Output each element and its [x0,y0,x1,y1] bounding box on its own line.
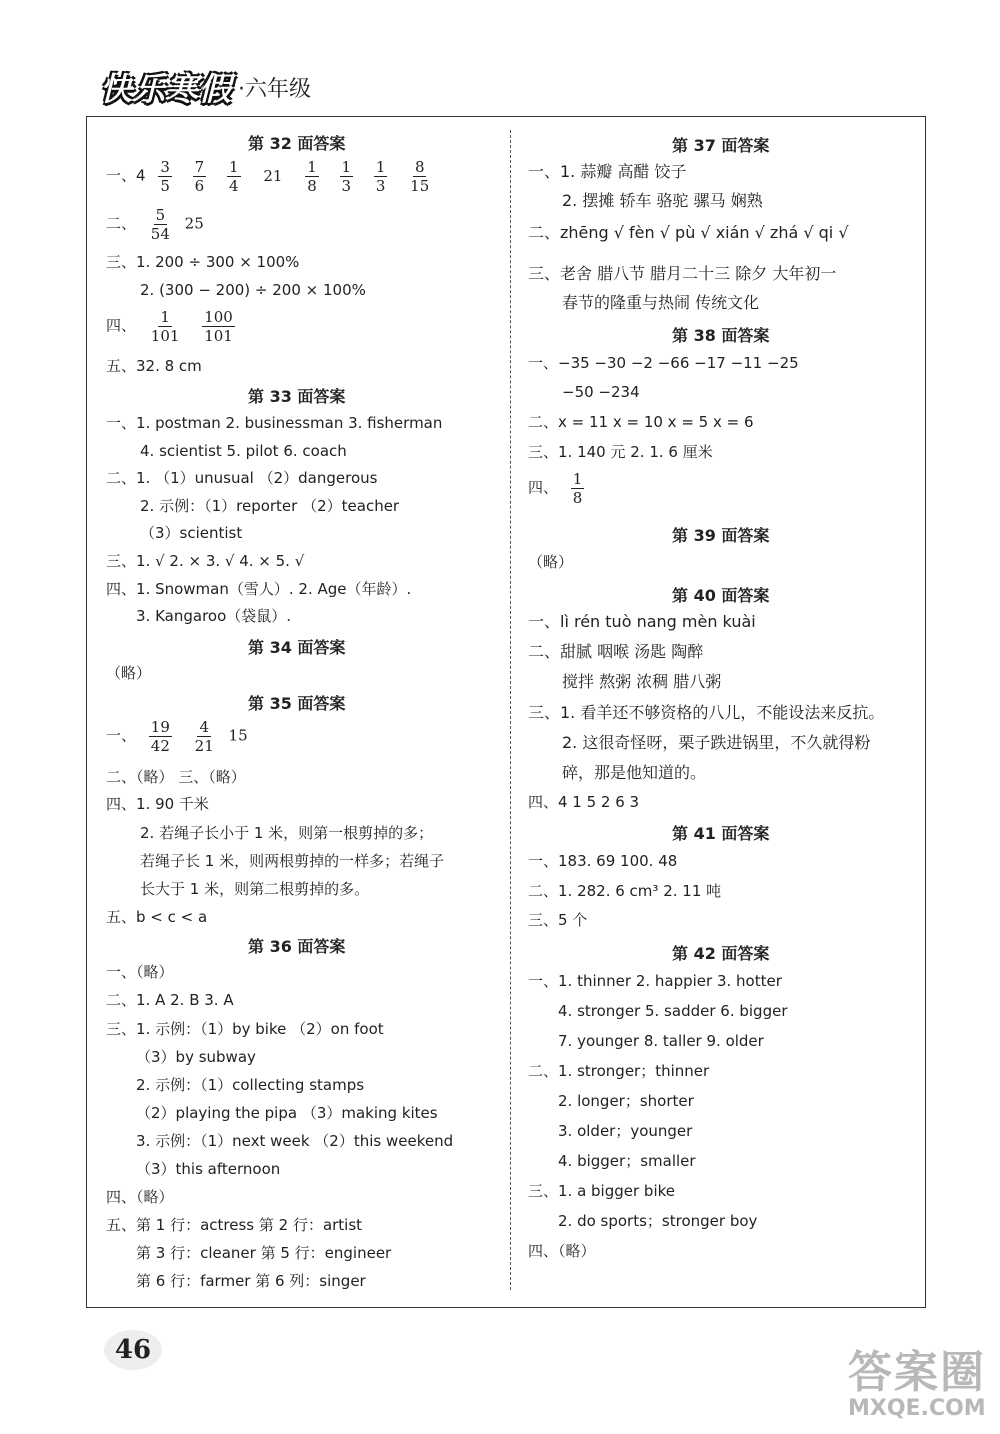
answer-line: 五、b < c < a [106,908,208,926]
answer-line: 碎，那是他知道的。 [562,763,707,782]
answer-line: 春节的隆重与热闹 传统文化 [562,293,760,312]
answer-line: 二、（略） 三、（略） [106,768,246,786]
fraction: $\frac{1}{101}$ [150,308,180,345]
answer-line: 一、183. 69 100. 48 [528,852,678,870]
fraction: $\frac{4}{21}$ [194,718,214,755]
answer-line: 第 3 行：cleaner 第 5 行：engineer [136,1244,392,1262]
answer-line: （3）scientist [140,524,243,542]
answer-line: 2. 这很奇怪呀，栗子跌进锅里，不久就得粉 [562,733,871,752]
section-title-p42: 第 42 面答案 [672,944,770,963]
answer-line: 三、1. √ 2. × 3. √ 4. × 5. √ [106,552,305,570]
fraction: $\frac{1}{3}$ [341,158,352,195]
answer-line: 4. bigger；smaller [558,1152,696,1170]
fraction: $\frac{7}{6}$ [194,158,205,195]
book-logo: 快乐寒假 [100,70,233,108]
section-title-p41: 第 41 面答案 [672,824,770,843]
answer-line: （3）this afternoon [136,1160,281,1178]
answer-line: 一、（略） [106,963,174,981]
answer-line: 三、1. 140 元 2. 1. 6 厘米 [528,443,713,461]
watermark [848,1336,986,1421]
answer-line: 二、zhēng √ fèn √ pù √ xián √ zhá √ qi √ [528,223,849,242]
answer-line: 一、1. 蒜瓣 高醋 饺子 [528,162,687,181]
answer-line: 四、（略） [106,1188,174,1206]
answer-line: 2. (300 − 200) ÷ 200 × 100% [140,281,366,299]
answer-line: 三、老舍 腊八节 腊月二十三 除夕 大年初一 [528,264,837,283]
fraction: $\frac{19}{42}$ [150,718,170,755]
answer-line: 7. younger 8. taller 9. older [558,1032,764,1050]
answer-line: 3. older；younger [558,1122,693,1140]
answer-line: 二、1. （1）unusual （2）dangerous [106,469,378,487]
answer-line: 四、4 1 5 2 6 3 [528,793,640,811]
fraction: $\frac{8}{15}$ [410,158,430,195]
answer-line: 四、1. 90 千米 [106,795,209,813]
answer-line: 三、5 个 [528,911,588,929]
answer-line: 二、1. A 2. B 3. A [106,991,234,1009]
answer-line: 2. 摆摊 轿车 骆驼 骡马 娴熟 [562,191,763,210]
fraction: $\frac{1}{8}$ [572,470,583,507]
answer-line: 五、32. 8 cm [106,357,202,375]
answer-line: 一、 $\frac{19}{42}$ $\frac{4}{21}$ 15 [106,718,248,755]
answer-line: 2. do sports；stronger boy [558,1212,758,1230]
answer-line: 二、1. stronger；thinner [528,1062,710,1080]
section-title-p32: 第 32 面答案 [248,134,346,153]
page-number: 46 [104,1330,162,1370]
answer-line: 四、（略） [528,1242,596,1260]
fraction: $\frac{1}{4}$ [228,158,239,195]
answer-line: 二、甜腻 咽喉 汤匙 陶醉 [528,642,704,661]
answer-line: （3）by subway [136,1048,256,1066]
answer-line: 三、1. 看羊还不够资格的八儿，不能设法来反抗。 [528,703,885,722]
watermark-title: 答案圈 [848,1347,986,1398]
answer-line: 三、1. a bigger bike [528,1182,676,1200]
answer-line: 4. scientist 5. pilot 6. coach [140,442,347,460]
answer-line: 二、x = 11 x = 10 x = 5 x = 6 [528,413,754,431]
watermark-url: MXQE.COM [848,1396,986,1421]
answer-line: 一、1. thinner 2. happier 3. hotter [528,972,782,990]
answer-line: 4. stronger 5. sadder 6. bigger [558,1002,788,1020]
answer-line: （略） [528,553,574,571]
answer-line: 二、 $\frac{5}{54}$ 25 [106,206,204,243]
answer-line: 3. Kangaroo（袋鼠）. [136,607,292,625]
column-divider [510,130,511,1290]
answer-line: 第 6 行：farmer 第 6 列：singer [136,1272,366,1290]
answer-line: 三、1. 示例：（1）by bike （2）on foot [106,1020,384,1038]
fraction: $\frac{5}{54}$ [150,206,170,243]
section-title-p35: 第 35 面答案 [248,694,346,713]
answer-line: 2. 若绳子长小于 1 米，则第一根剪掉的多； [140,824,434,842]
fraction: $\frac{3}{5}$ [160,158,170,195]
answer-line: 一、1. postman 2. businessman 3. fisherman [106,414,443,432]
fraction: $\frac{1}{3}$ [375,158,386,195]
answer-line: 若绳子长 1 米，则两根剪掉的一样多；若绳子 [140,852,445,870]
answer-line: 2. longer；shorter [558,1092,694,1110]
section-title-p34: 第 34 面答案 [248,638,346,657]
answer-line: 一、lì rén tuò nang mèn kuài [528,612,756,631]
section-title-p37: 第 37 面答案 [672,136,770,155]
answer-line: 一、4 $\frac{3}{5}$ $\frac{7}{6}$ $\frac{1}{4}$ 21 $\frac{1}{8}$ $\frac{1}{3}$ $\frac{1}{3}$ $\frac{8}{15}$ [106,158,430,195]
answer-line: 二、1. 282. 6 cm³ 2. 11 吨 [528,882,722,900]
answer-line: 三、1. 200 ÷ 300 × 100% [106,253,300,271]
book-header [100,62,311,112]
answer-line: 一、−35 −30 −2 −66 −17 −11 −25 [528,354,799,372]
answer-line: 长大于 1 米，则第二根剪掉的多。 [140,880,370,898]
answer-line: 四、 $\frac{1}{101}$ $\frac{100}{101}$ [106,308,233,345]
answer-line: 五、第 1 行：actress 第 2 行：artist [106,1216,363,1234]
section-title-p39: 第 39 面答案 [672,526,770,545]
answer-line: （2）playing the pipa （3）making kites [136,1104,438,1122]
section-title-p38: 第 38 面答案 [672,326,770,345]
answer-line: −50 −234 [562,383,640,401]
section-title-p40: 第 40 面答案 [672,586,770,605]
answer-line: 四、1. Snowman（雪人）. 2. Age（年龄）. [106,580,412,598]
answer-line: 2. 示例：（1）collecting stamps [136,1076,365,1094]
answer-line: 3. 示例：（1）next week （2）this weekend [136,1132,454,1150]
answer-line: （略） [106,664,152,682]
section-title-p36: 第 36 面答案 [248,937,346,956]
grade-label: ·六年级 [238,76,312,102]
section-title-p33: 第 33 面答案 [248,387,346,406]
fraction: $\frac{1}{8}$ [307,158,317,195]
answer-line: 四、 $\frac{1}{8}$ [528,470,583,507]
answer-line: 搅拌 熬粥 浓稠 腊八粥 [562,672,722,691]
answer-line: 2. 示例：（1）reporter （2）teacher [140,497,400,515]
fraction: $\frac{100}{101}$ [204,308,233,345]
